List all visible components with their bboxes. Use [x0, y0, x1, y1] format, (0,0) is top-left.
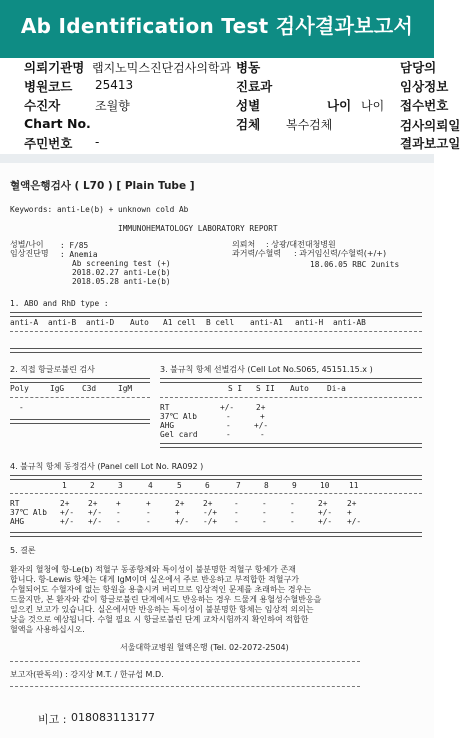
- panel-cell: -: [290, 508, 295, 517]
- dat-col-poly: Poly: [10, 384, 29, 393]
- panel-cell: 2+: [318, 499, 328, 508]
- rule: [10, 348, 422, 353]
- screen-col-dia: Di-a: [327, 384, 346, 393]
- panel-cell: +/-: [88, 517, 103, 526]
- screen-cell: -: [260, 430, 265, 439]
- rule: [10, 331, 422, 332]
- patient-info-header: [0, 58, 460, 154]
- panel-cell: -: [262, 499, 267, 508]
- label-referral: 의뢰처: [232, 240, 256, 249]
- panel-col-header: 7: [236, 481, 241, 490]
- label-history: 과거력/수혈력: [232, 249, 282, 258]
- label-sex: 성별: [236, 98, 261, 113]
- screen-cell: -: [226, 421, 231, 430]
- conclusion-line-1: 환자의 혈청에 항-Le(b) 적혈구 동종항체와 특이성이 불분명한 적혈구 항체가 존재: [10, 565, 296, 574]
- panel-cell: 2+: [175, 499, 185, 508]
- section-5-title: 5. 결론: [10, 546, 36, 555]
- rule: [10, 397, 150, 398]
- value-history: : 과거임신력/수혈력(+/+): [294, 249, 387, 258]
- dat-col-c3d: C3d: [82, 384, 97, 393]
- rule: [10, 419, 150, 424]
- label-report-date: 결과보고일: [400, 136, 460, 151]
- panel-cell: +/-: [318, 517, 333, 526]
- panel-row-label: RT: [10, 499, 20, 508]
- scanned-report: [0, 163, 434, 738]
- conclusion-line-4: 드물지만, 본 환자와 같이 항글로불린 단계에서도 반응하는 경우 드물게 용혈성수혈반응을: [10, 595, 322, 604]
- label-clinical-info: 임상정보: [400, 79, 449, 94]
- panel-cell: -: [234, 508, 239, 517]
- conclusion-line-6: 낮을 것으로 예상됩니다. 수혈 필요 시 항글로불린 단계 교차시험까지 확인하여 적합한: [10, 615, 309, 624]
- title-bar: [0, 0, 434, 58]
- screen-cell: 2+: [256, 403, 266, 412]
- abo-col-3: anti-D: [86, 318, 115, 327]
- label-chart-no: Chart No.: [24, 116, 91, 131]
- panel-col-header: 10: [320, 481, 330, 490]
- panel-cell: +/-: [318, 508, 333, 517]
- screen-row-label: AHG: [160, 421, 175, 430]
- diagnosis-line-3: 2018.05.28 anti-Le(b): [72, 277, 171, 286]
- label-hospital-code: 병원코드: [24, 79, 73, 94]
- panel-cell: -: [116, 517, 121, 526]
- rule: [10, 532, 422, 537]
- dat-col-igm: IgM: [118, 384, 133, 393]
- screen-col-s2: S II: [256, 384, 275, 393]
- panel-row-label: 37℃ Alb: [10, 508, 47, 517]
- rule: [10, 661, 360, 662]
- panel-cell: +: [175, 508, 180, 517]
- panel-cell: -/+: [203, 508, 218, 517]
- panel-col-header: 4: [148, 481, 153, 490]
- label-specimen: 검체: [236, 117, 261, 132]
- abo-col-8: anti-H: [295, 318, 324, 327]
- remark-label: 비고 :: [38, 713, 67, 726]
- panel-cell: 2+: [203, 499, 213, 508]
- conclusion-line-3: 수혈되어도 수혈자에 없는 항원을 용출시켜 버리므로 임상적인 문제를 초래하는 경우는: [10, 585, 312, 594]
- rule: [160, 397, 422, 398]
- panel-cell: +: [116, 499, 121, 508]
- label-diagnosis: 임상진단명: [10, 249, 49, 258]
- label-sex-age: 성별/나이: [10, 240, 44, 249]
- rule: [160, 378, 422, 383]
- screen-cell: -: [226, 412, 231, 421]
- remark-value: 018083113177: [71, 711, 155, 724]
- panel-cell: +/-: [88, 508, 103, 517]
- panel-cell: -: [146, 508, 151, 517]
- dat-val-poly: -: [19, 403, 24, 412]
- panel-cell: -/+: [203, 517, 218, 526]
- screen-cell: +/-: [254, 421, 269, 430]
- abo-col-9: anti-AB: [333, 318, 366, 327]
- panel-cell: -: [234, 499, 239, 508]
- value-requesting-institution: 랩지노믹스진단검사의학과: [92, 61, 232, 75]
- section-divider: [0, 154, 434, 163]
- screen-cell: -: [226, 430, 231, 439]
- panel-cell: 2+: [88, 499, 98, 508]
- value-hospital-code: 25413: [95, 78, 134, 92]
- panel-col-header: 6: [205, 481, 210, 490]
- abo-col-5: A1 cell: [163, 318, 196, 327]
- screen-col-s1: S I: [228, 384, 243, 393]
- panel-col-header: 5: [177, 481, 182, 490]
- panel-row-label: AHG: [10, 517, 25, 526]
- reporter-line: 보고자(판독의) : 강지상 M.T. / 한규섭 M.D.: [10, 670, 164, 679]
- abo-col-6: B cell: [206, 318, 235, 327]
- screen-col-auto: Auto: [290, 384, 309, 393]
- section-3-title: 3. 불규칙 항체 선별검사 (Cell Lot No.S065, 45151.15.x ): [160, 365, 373, 374]
- panel-cell: -: [146, 517, 151, 526]
- panel-cell: -: [290, 499, 295, 508]
- diagnosis-line-1: Ab screening test (+): [72, 259, 171, 268]
- panel-cell: -: [262, 508, 267, 517]
- report-title: Ab Identification Test 검사결과보고서: [20, 14, 414, 38]
- panel-cell: -: [262, 517, 267, 526]
- rule: [10, 378, 150, 383]
- conclusion-line-2: 합니다. 항-Lewis 항체는 대게 IgM이며 실온에서 주로 반응하고 부적합한 적혈구가: [10, 575, 299, 584]
- dat-col-igg: IgG: [50, 384, 65, 393]
- panel-cell: +/-: [60, 508, 75, 517]
- panel-cell: +/-: [347, 517, 362, 526]
- abo-col-4: Auto: [130, 318, 149, 327]
- abo-col-2: anti-B: [48, 318, 77, 327]
- rule: [10, 475, 422, 480]
- value-resident-no: -: [95, 135, 100, 149]
- panel-cell: +/-: [175, 517, 190, 526]
- rule: [10, 686, 360, 687]
- abo-col-7: anti-A1: [250, 318, 283, 327]
- panel-cell: -: [234, 517, 239, 526]
- conclusion-line-5: 일으킨 보고가 있습니다. 실온에서만 반응하는 특이성이 불분명한 항체는 임상적 의의는: [10, 605, 314, 614]
- value-patient-name: 조월향: [95, 99, 130, 113]
- panel-col-header: 1: [62, 481, 67, 490]
- keywords-line: Keywords: anti-Le(b) + unknown cold Ab: [10, 205, 189, 214]
- label-attending-doctor: 담당의: [400, 60, 437, 75]
- label-department: 진료과: [236, 79, 273, 94]
- screen-row-label: Gel card: [160, 430, 198, 439]
- label-accession-no: 접수번호: [400, 98, 449, 113]
- value-referral: : 상광/대전대청병원: [266, 240, 336, 249]
- rule: [160, 443, 422, 448]
- screen-cell: +: [260, 412, 265, 421]
- screen-row-label: 37℃ Alb: [160, 412, 197, 421]
- rule: [10, 312, 422, 317]
- panel-cell: +: [347, 508, 352, 517]
- panel-col-header: 2: [90, 481, 95, 490]
- panel-cell: 2+: [60, 499, 70, 508]
- label-patient-name: 수진자: [24, 98, 61, 113]
- panel-col-header: 8: [264, 481, 269, 490]
- diagnosis-line-2: 2018.02.27 anti-Le(b): [72, 268, 171, 277]
- panel-col-header: 3: [118, 481, 123, 490]
- panel-col-header: 9: [292, 481, 297, 490]
- blood-bank-footer: 서울대학교병원 혈액은행 (Tel. 02-2072-2504): [120, 643, 289, 652]
- panel-cell: -: [116, 508, 121, 517]
- panel-cell: -: [290, 517, 295, 526]
- label-requesting-institution: 의뢰기관명: [24, 60, 85, 75]
- label-ward: 병동: [236, 60, 261, 75]
- label-resident-no: 주민번호: [24, 136, 73, 151]
- screen-cell: +/-: [220, 403, 235, 412]
- lab-report-title: IMMUNOHEMATOLOGY LABORATORY REPORT: [118, 224, 278, 233]
- history-line: 18.06.05 RBC 2units: [310, 260, 400, 269]
- value-age: 나이: [361, 99, 385, 113]
- screen-row-label: RT: [160, 403, 170, 412]
- value-specimen: 복수검체: [286, 118, 333, 132]
- report-heading: 혈액은행검사 ( L70 ) [ Plain Tube ]: [10, 180, 195, 192]
- conclusion-line-7: 혈액을 사용하십시오.: [10, 625, 85, 634]
- value-diagnosis: : Anemia: [60, 250, 98, 259]
- section-2-title: 2. 직접 항글로불린 검사: [10, 365, 95, 374]
- abo-col-1: anti-A: [10, 318, 39, 327]
- label-request-date: 검사의뢰일: [400, 118, 460, 133]
- panel-col-header: 11: [349, 481, 359, 490]
- section-1-title: 1. ABO and RhD type :: [10, 299, 109, 308]
- section-4-title: 4. 불규칙 항체 동정검사 (Panel cell Lot No. RA092 ): [10, 462, 204, 471]
- rule: [10, 493, 422, 494]
- value-sex-age: : F/85: [60, 241, 89, 250]
- panel-cell: 2+: [347, 499, 357, 508]
- panel-cell: +: [146, 499, 151, 508]
- panel-cell: +/-: [60, 517, 75, 526]
- label-age: 나이: [327, 98, 352, 113]
